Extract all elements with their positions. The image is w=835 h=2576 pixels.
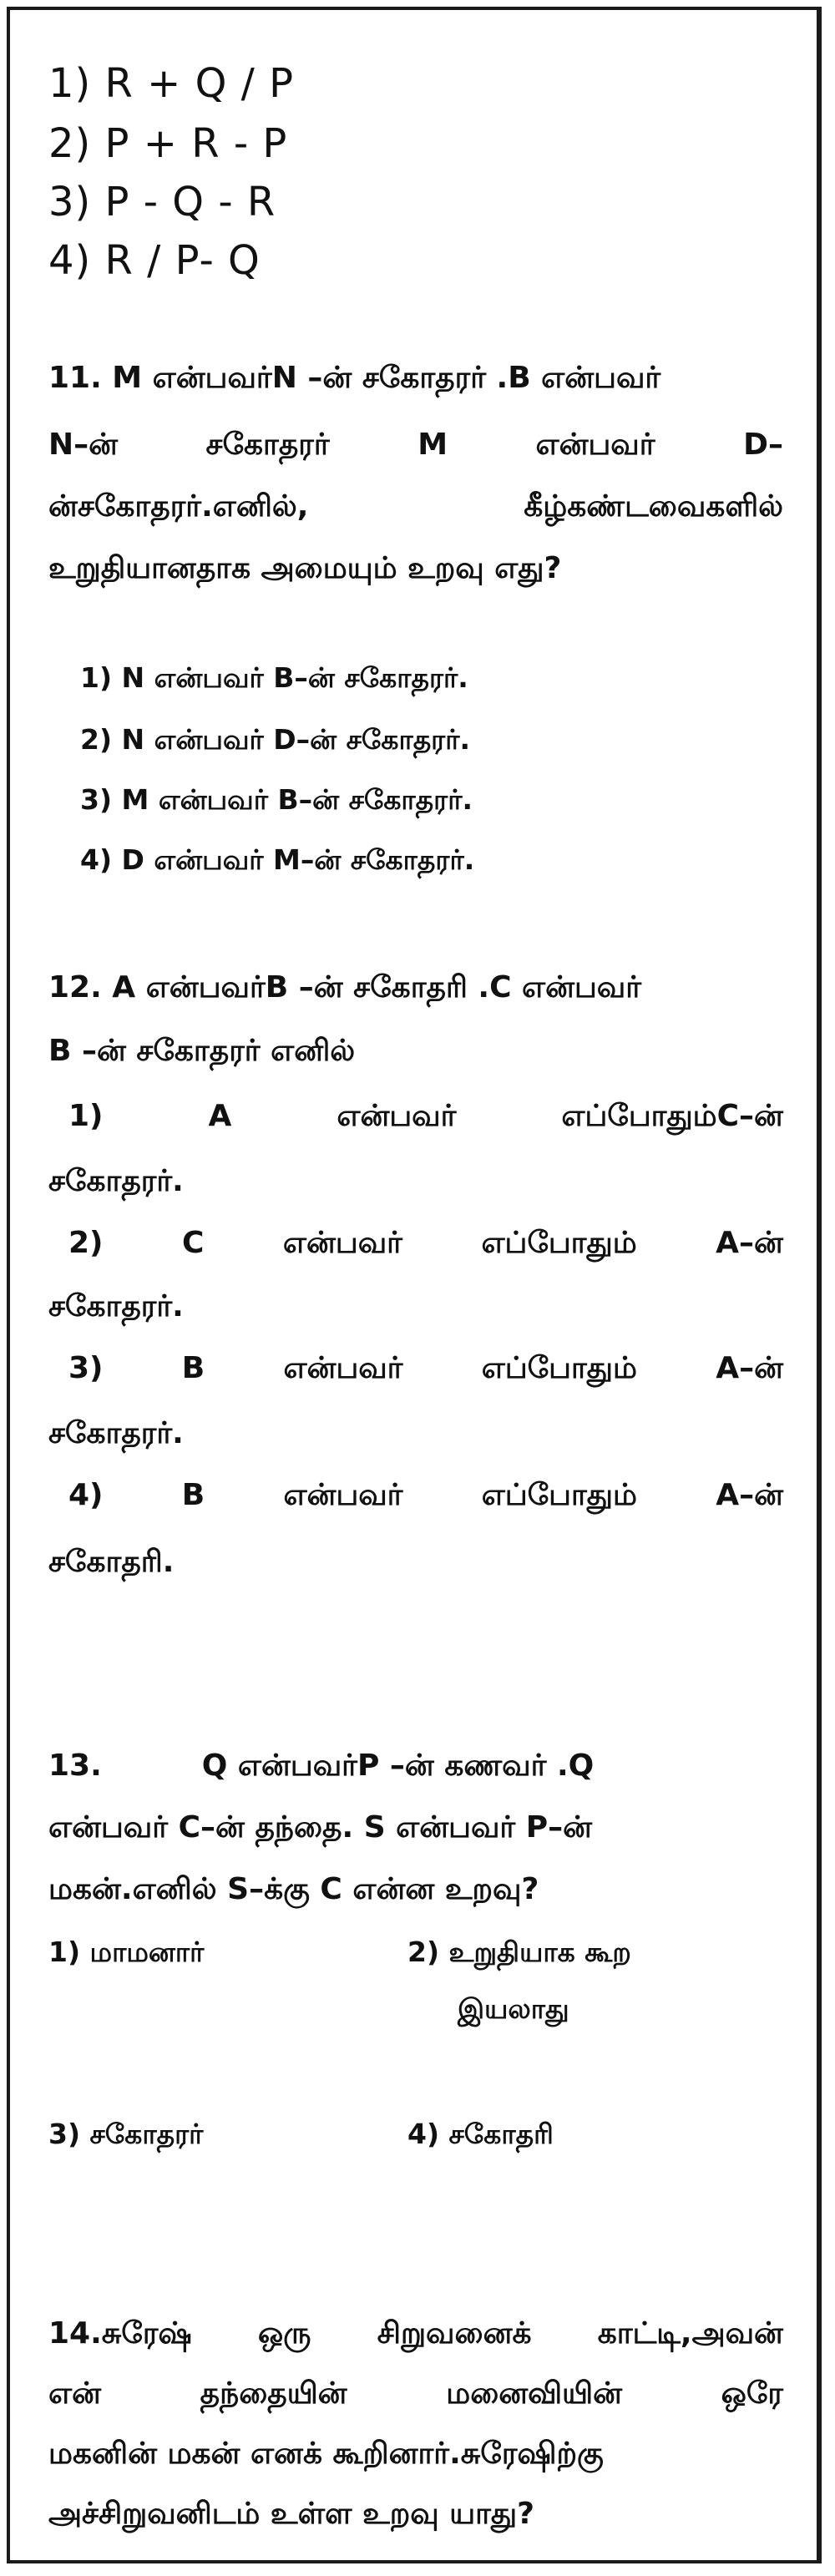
q11-line-4: உறுதியானதாக அமையும் உறவு எது? [48,551,562,585]
q13-line-3: மகன்.எனில் S–க்கு C என்ன உறவு? [48,1872,539,1906]
q14-word: மனைவியின் [446,2376,622,2411]
prev-option-4: 4) R / P- Q [48,237,261,284]
q12-line-2: B –ன் சகோதரர் எனில் [48,1034,356,1068]
q14-word: தந்தையின் [200,2376,347,2411]
q14-line-3: மகனின் மகன் எனக் கூறினார்.சுரேஷிற்கு [48,2437,604,2471]
q11-word: M [418,428,448,462]
q13-line-1 [48,1749,594,1787]
q14-line-4: அச்சிறுவனிடம் உள்ள உறவு யாது? [48,2497,534,2531]
q14-line-2 [48,2376,783,2415]
q12-word: எப்போதும் [481,1351,637,1385]
q12-word: 3) [68,1351,104,1385]
q12-word: A–ன் [716,1226,783,1260]
q12-option-3 [68,1351,783,1389]
q11-word: கீழ்கண்டவைகளில் [524,489,783,524]
prev-option-2: 2) P + R - P [48,120,288,167]
q14-word: ஒரே [721,2376,783,2411]
q14-word: காட்டி,அவன் [597,2316,783,2351]
q12-option-1 [68,1099,783,1137]
q12-option-3-cont: சகோதரர். [48,1416,184,1450]
q12-option-1-cont: சகோதரர். [48,1164,184,1198]
q12-line-1: 12. A என்பவர்B –ன் சகோதரி .C என்பவர் [48,970,642,1005]
q11-option-2: 2) N என்பவர் D–ன் சகோதரர். [80,723,471,756]
q12-word: B [181,1351,205,1385]
q12-word: C [182,1226,205,1260]
q12-word: என்பவர் [337,1099,457,1133]
q11-line-1: 11. M என்பவர்N –ன் சகோதரர் .B என்பவர் [48,361,661,395]
q14-word: சிறுவனைக் [377,2316,532,2351]
q11-line-2 [48,428,783,466]
q14-word: என் [48,2376,101,2411]
q11-word: ன்சகோதரர்.எனில், [48,489,309,524]
q12-word: B [181,1478,205,1512]
q12-word: A [208,1099,232,1133]
q12-word: 4) [68,1478,104,1512]
q11-option-4: 4) D என்பவர் M–ன் சகோதரர். [80,843,475,876]
q12-word: என்பவர் [283,1478,403,1512]
q14-word: 14.சுரேஷ் [48,2316,192,2351]
q12-word: A–ன் [716,1351,783,1385]
q13-option-1: 1) மாமனார் [48,1936,205,1968]
q12-option-4 [68,1478,783,1516]
q12-word: என்பவர் [283,1351,403,1385]
q12-option-2-cont: சகோதரர். [48,1289,184,1323]
q12-option-4-cont: சகோதரி. [48,1545,175,1579]
q14-line-1 [48,2316,783,2355]
q11-word: N–ன் [48,428,119,462]
prev-option-3: 3) P - Q - R [48,179,276,225]
q12-word: 1) [68,1099,104,1133]
q12-word: எப்போதும் [481,1226,637,1260]
q13-text: Q என்பவர்P –ன் கணவர் .Q [201,1749,595,1783]
q12-option-2 [68,1226,783,1264]
q12-word: A–ன் [716,1478,783,1512]
q12-word: என்பவர் [282,1226,402,1260]
q13-option-2-cont: இயலாது [458,1992,569,2025]
q11-option-3: 3) M என்பவர் B–ன் சகோதரர். [80,783,473,816]
q14-word: ஒரு [257,2316,311,2351]
prev-option-1: 1) R + Q / P [48,60,295,107]
q13-line-2: என்பவர் C–ன் தந்தை. S என்பவர் P–ன் [48,1810,593,1845]
q11-word: D– [743,428,783,462]
q13-option-4: 4) சகோதரி [407,2118,554,2150]
q12-word: 2) [68,1226,104,1260]
q11-line-3 [48,489,783,528]
q13-option-3: 3) சகோதரர் [48,2118,204,2150]
q13-option-2: 2) உறுதியாக கூற [407,1936,631,1968]
q13-number: 13. [48,1749,102,1783]
q11-word: சகோதரர் [205,428,330,462]
q12-word: எப்போதும் [481,1478,637,1512]
q11-option-1: 1) N என்பவர் B–ன் சகோதரர். [80,661,468,694]
q11-word: என்பவர் [535,428,655,462]
q12-word: எப்போதும்C–ன் [561,1099,783,1133]
